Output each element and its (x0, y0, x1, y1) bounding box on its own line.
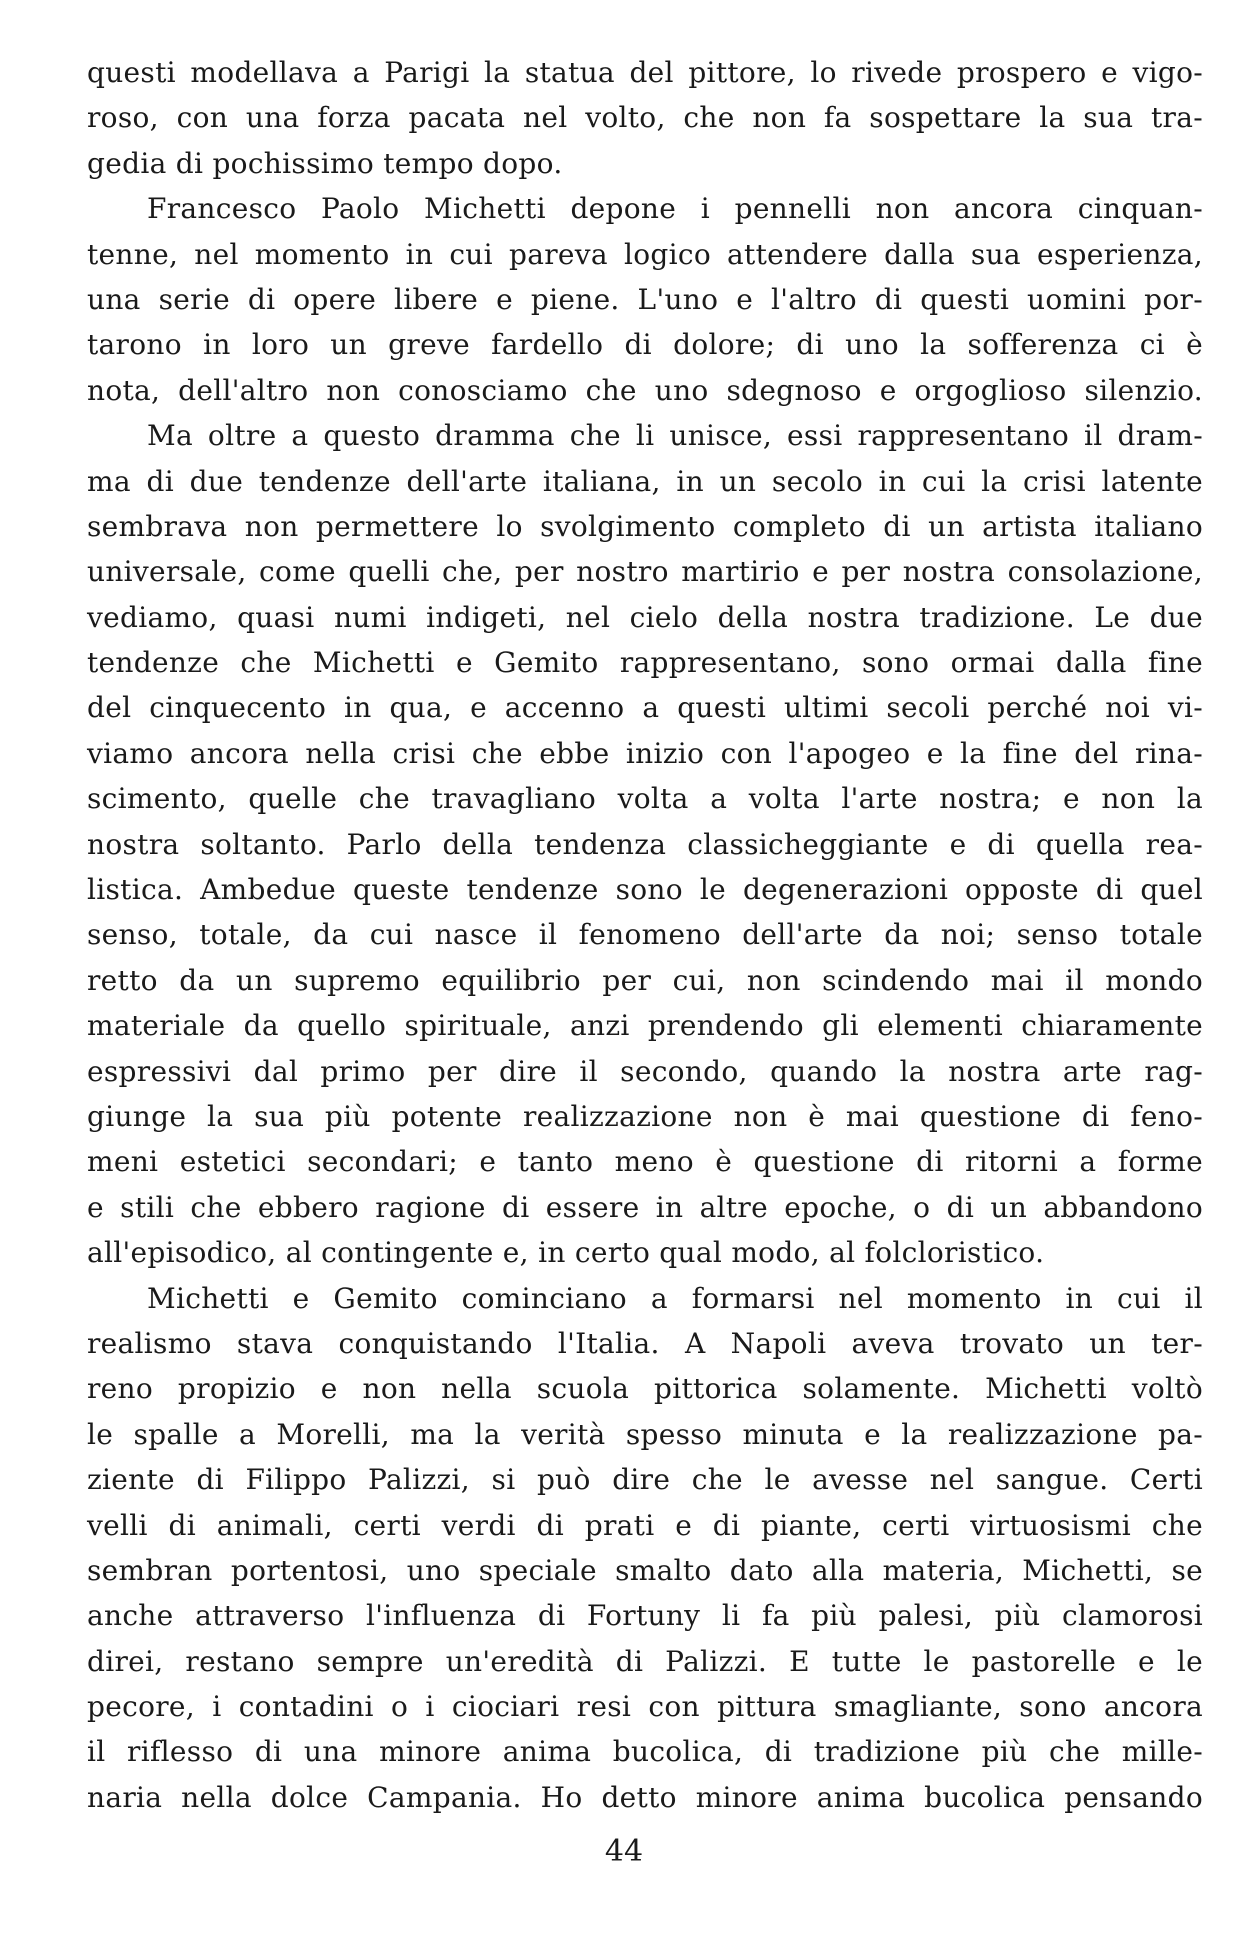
text-line: tendenze che Michetti e Gemito rappresentano, sono ormai dalla fine (87, 646, 1203, 680)
text-line: una serie di opere libere e piene. L'uno e l'altro di questi uomini por- (87, 282, 1203, 316)
text-line: velli di animali, certi verdi di prati e di piante, certi virtuosismi che (87, 1508, 1203, 1542)
text-line: meni estetici secondari; e tanto meno è questione di ritorni a forme (87, 1145, 1203, 1179)
text-line: vediamo, quasi numi indigeti, nel cielo della nostra tradizione. Le due (87, 600, 1203, 634)
text-line: viamo ancora nella crisi che ebbe inizio con l'apogeo e la fine del rina- (87, 736, 1203, 770)
text-line: tarono in loro un greve fardello di dolore; di uno la sofferenza ci è (87, 328, 1203, 362)
text-line: all'episodico, al contingente e, in certo qual modo, al folcloristico. (87, 1236, 1045, 1270)
text-line: tenne, nel momento in cui pareva logico attendere dalla sua esperienza, (87, 237, 1203, 271)
paragraph-start-line: Michetti e Gemito cominciano a formarsi nel momento in cui il (147, 1281, 1203, 1315)
text-line: questi modellava a Parigi la statua del pittore, lo rivede prospero e vigo- (87, 56, 1203, 89)
text-line: ma di due tendenze dell'arte italiana, in un secolo in cui la crisi latente (87, 464, 1203, 498)
text-line: roso, con una forza pacata nel volto, che non fa sospettare la sua tra- (87, 101, 1203, 135)
text-line: il riflesso di una minore anima bucolica, di tradizione più che mille- (87, 1735, 1203, 1769)
page-number: 44 (604, 1834, 644, 1869)
body-text (87, 50, 1203, 1820)
text-line: reno propizio e non nella scuola pittorica solamente. Michetti voltò (87, 1372, 1203, 1406)
paragraph-start-line: Francesco Paolo Michetti depone i pennelli non ancora cinquan- (147, 192, 1203, 226)
text-line: nota, dell'altro non conosciamo che uno sdegnoso e orgoglioso silenzio. (87, 373, 1203, 407)
text-line: pecore, i contadini o i ciociari resi con pittura smagliante, sono ancora (87, 1690, 1203, 1724)
text-line: materiale da quello spirituale, anzi prendendo gli elementi chiaramente (87, 1009, 1203, 1043)
paragraph-start-line: Ma oltre a questo dramma che li unisce, essi rappresentano il dram- (147, 419, 1203, 453)
text-line: gedia di pochissimo tempo dopo. (87, 146, 563, 180)
text-line: e stili che ebbero ragione di essere in altre epoche, o di un abbandono (87, 1190, 1203, 1224)
text-line: naria nella dolce Campania. Ho detto minore anima bucolica pensando (87, 1780, 1203, 1814)
text-line: ziente di Filippo Palizzi, si può dire che le avesse nel sangue. Certi (87, 1463, 1203, 1497)
text-line: del cinquecento in qua, e accenno a questi ultimi secoli perché noi vi- (87, 691, 1203, 725)
text-line: senso, totale, da cui nasce il fenomeno dell'arte da noi; senso totale (87, 918, 1203, 952)
text-line: giunge la sua più potente realizzazione non è mai questione di feno- (87, 1099, 1203, 1133)
text-line: sembrava non permettere lo svolgimento completo di un artista italiano (87, 509, 1203, 543)
text-line: espressivi dal primo per dire il secondo, quando la nostra arte rag- (87, 1054, 1203, 1088)
text-line: direi, restano sempre un'eredità di Palizzi. E tutte le pastorelle e le (87, 1644, 1203, 1678)
text-line: anche attraverso l'influenza di Fortuny li fa più palesi, più clamorosi (87, 1599, 1203, 1633)
text-line: sembran portentosi, uno speciale smalto dato alla materia, Michetti, se (87, 1553, 1203, 1587)
text-line: le spalle a Morelli, ma la verità spesso minuta e la realizzazione pa- (87, 1417, 1203, 1451)
text-line: listica. Ambedue queste tendenze sono le degenerazioni opposte di quel (87, 873, 1203, 907)
text-line: nostra soltanto. Parlo della tendenza classicheggiante e di quella rea- (87, 827, 1203, 861)
text-line: retto da un supremo equilibrio per cui, non scindendo mai il mondo (87, 963, 1203, 997)
text-line: scimento, quelle che travagliano volta a volta l'arte nostra; e non la (87, 782, 1203, 816)
text-line: universale, come quelli che, per nostro martirio e per nostra consolazione, (87, 555, 1203, 589)
text-line: realismo stava conquistando l'Italia. A Napoli aveva trovato un ter- (87, 1326, 1203, 1360)
